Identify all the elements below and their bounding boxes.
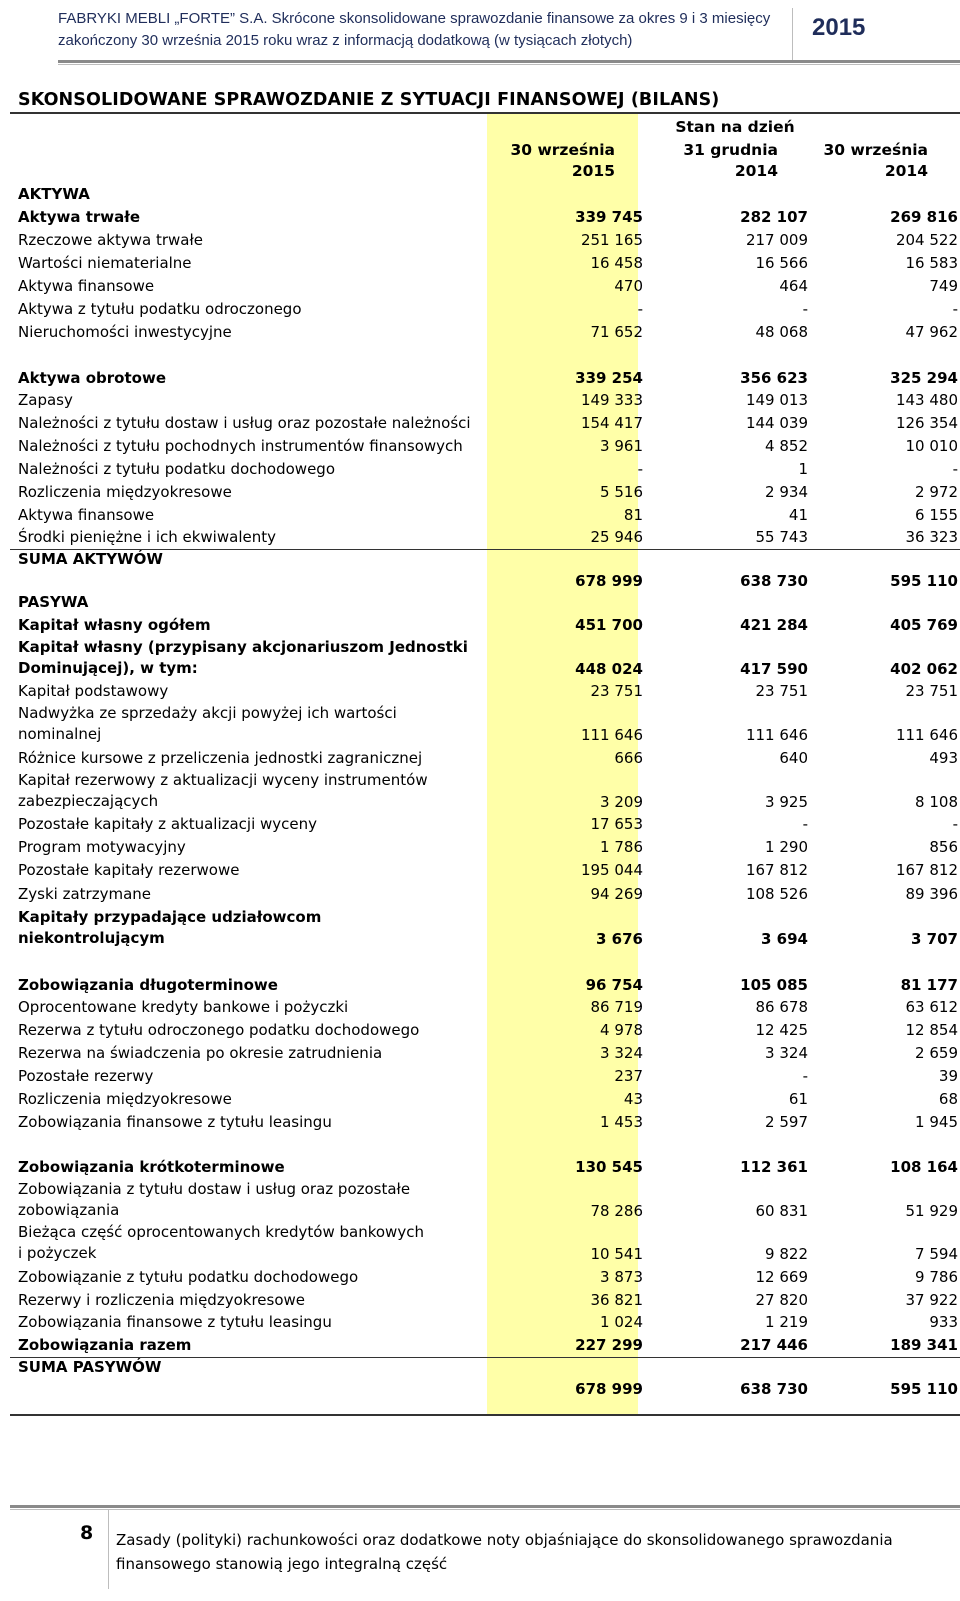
row-value-col1: 3 873 — [600, 1268, 643, 1286]
row-value-col2: 421 284 — [740, 616, 808, 634]
row-value-col3: 402 062 — [890, 660, 958, 678]
column-header-2014-09 — [780, 140, 928, 182]
row-value-col1: 5 516 — [600, 483, 643, 501]
row-value-col2: 1 290 — [765, 838, 808, 856]
row-label: Aktywa obrotowe — [18, 369, 166, 387]
row-value-col1: 78 286 — [590, 1202, 643, 1220]
row-value-col1: 666 — [614, 749, 643, 767]
row-value-col1: 86 719 — [590, 998, 643, 1016]
row-value-col2: 640 — [779, 749, 808, 767]
row-value-col1: 3 324 — [600, 1044, 643, 1062]
row-value-col1: 10 541 — [590, 1245, 643, 1263]
row-value-col2: 167 812 — [745, 861, 808, 879]
row-value-col1: 94 269 — [590, 885, 643, 903]
row-value-col3: 108 164 — [890, 1158, 958, 1176]
row-label: Kapitał podstawowy — [18, 682, 169, 700]
row-value-col3: 10 010 — [905, 437, 958, 455]
row-label: Różnice kursowe z przeliczenia jednostki zagranicznej — [18, 749, 423, 767]
row-value-col3: - — [952, 460, 958, 478]
row-value-col1: 4 978 — [600, 1021, 643, 1039]
row-value-col3: 126 354 — [895, 414, 958, 432]
row-value-col1: 1 786 — [600, 838, 643, 856]
row-label: Zobowiązanie z tytułu podatku dochodowego — [18, 1268, 359, 1286]
row-label: Rozliczenia międzyokresowe — [18, 1090, 232, 1108]
row-label: Aktywa trwałe — [18, 208, 141, 226]
row-value-col2: 356 623 — [740, 369, 808, 387]
row-label: SUMA AKTYWÓW — [18, 550, 163, 568]
row-value-col2: 86 678 — [755, 998, 808, 1016]
row-value-col3: 111 646 — [895, 726, 958, 744]
row-value-col3: 6 155 — [915, 506, 958, 524]
row-value-col3: 9 786 — [915, 1268, 958, 1286]
column-header-year: 2015 — [571, 162, 615, 180]
row-value-col1: 470 — [614, 277, 643, 295]
row-value-col1: 1 024 — [600, 1313, 643, 1331]
row-value-col2: 3 324 — [765, 1044, 808, 1062]
row-label: Pozostałe rezerwy — [18, 1067, 154, 1085]
row-value-col2: 108 526 — [745, 885, 808, 903]
row-value-col3: 2 972 — [915, 483, 958, 501]
row-value-col2: 23 751 — [755, 682, 808, 700]
row-value-col3: 167 812 — [895, 861, 958, 879]
row-label: Program motywacyjny — [18, 838, 186, 856]
row-label: Zobowiązania finansowe z tytułu leasingu — [18, 1313, 332, 1331]
row-value-col2: 4 852 — [765, 437, 808, 455]
row-value-col2: 2 934 — [765, 483, 808, 501]
row-label: Nieruchomości inwestycyjne — [18, 323, 232, 341]
row-label: SUMA PASYWÓW — [18, 1358, 162, 1376]
row-label: Bieżąca część oprocentowanych kredytów bankowych i pożyczek — [18, 1223, 424, 1262]
row-value-col3: 16 583 — [905, 254, 958, 272]
row-value-col1: 678 999 — [575, 572, 643, 590]
row-value-col2: 16 566 — [755, 254, 808, 272]
row-label: Środki pieniężne i ich ekwiwalenty — [18, 528, 276, 546]
header-separator — [792, 8, 793, 60]
row-value-col1: 81 — [623, 506, 643, 524]
row-value-col3: - — [952, 815, 958, 833]
header-rule — [58, 60, 960, 63]
row-value-col2: 464 — [779, 277, 808, 295]
row-value-col3: 269 816 — [890, 208, 958, 226]
row-value-col1: 16 458 — [590, 254, 643, 272]
row-label: Nadwyżka ze sprzedaży akcji powyżej ich wartości nominalnej — [18, 704, 397, 743]
row-label: AKTYWA — [18, 185, 90, 203]
row-value-col2: 217 009 — [745, 231, 808, 249]
row-label: Rezerwa z tytułu odroczonego podatku dochodowego — [18, 1021, 420, 1039]
row-label: Oprocentowane kredyty bankowe i pożyczki — [18, 998, 349, 1016]
row-value-col3: 47 962 — [905, 323, 958, 341]
row-value-col2: - — [802, 1067, 808, 1085]
row-value-col2: 3 694 — [761, 930, 808, 948]
row-value-col2: 149 013 — [745, 391, 808, 409]
header-rule-thin — [58, 64, 960, 65]
row-label: Rezerwa na świadczenia po okresie zatrudnienia — [18, 1044, 383, 1062]
row-value-col3: 23 751 — [905, 682, 958, 700]
row-value-col3: 933 — [929, 1313, 958, 1331]
row-value-col3: 51 929 — [905, 1202, 958, 1220]
statement-title: SKONSOLIDOWANE SPRAWOZDANIE Z SYTUACJI FINANSOWEJ (BILANS) — [18, 90, 720, 110]
row-value-col1: 3 676 — [596, 930, 643, 948]
row-value-col1: 3 209 — [600, 793, 643, 811]
row-value-col1: 227 299 — [575, 1336, 643, 1354]
row-value-col1: 17 653 — [590, 815, 643, 833]
row-value-col3: 81 177 — [900, 976, 958, 994]
row-value-col2: 112 361 — [740, 1158, 808, 1176]
row-value-col1: 71 652 — [590, 323, 643, 341]
row-value-col2: 105 085 — [740, 976, 808, 994]
row-value-col1: 23 751 — [590, 682, 643, 700]
row-value-col2: 60 831 — [755, 1202, 808, 1220]
row-value-col3: 856 — [929, 838, 958, 856]
row-label: Rezerwy i rozliczenia międzyokresowe — [18, 1291, 305, 1309]
row-label: Należności z tytułu pochodnych instrumentów finansowych — [18, 437, 463, 455]
row-value-col3: 189 341 — [890, 1336, 958, 1354]
row-value-col3: 37 922 — [905, 1291, 958, 1309]
row-label: Pozostałe kapitały rezerwowe — [18, 861, 240, 879]
row-value-col3: 204 522 — [895, 231, 958, 249]
row-value-col1: 154 417 — [580, 414, 643, 432]
row-label: Zobowiązania razem — [18, 1336, 192, 1354]
row-value-col2: 1 219 — [765, 1313, 808, 1331]
row-value-col2: 12 425 — [755, 1021, 808, 1039]
row-value-col1: 251 165 — [580, 231, 643, 249]
row-value-col2: 282 107 — [740, 208, 808, 226]
row-value-col2: 217 446 — [740, 1336, 808, 1354]
row-label: Wartości niematerialne — [18, 254, 192, 272]
company-name: FABRYKI MEBLI „FORTE” S.A. — [58, 10, 268, 27]
row-value-col1: 451 700 — [575, 616, 643, 634]
row-label: Zapasy — [18, 391, 73, 409]
row-value-col3: 7 594 — [915, 1245, 958, 1263]
row-value-col3: 39 — [938, 1067, 958, 1085]
row-value-col3: 1 945 — [915, 1113, 958, 1131]
row-value-col1: 149 333 — [580, 391, 643, 409]
row-value-col2: 638 730 — [740, 572, 808, 590]
row-value-col2: - — [802, 815, 808, 833]
total-assets-rule — [10, 549, 960, 550]
row-value-col2: 111 646 — [745, 726, 808, 744]
row-value-col3: 493 — [929, 749, 958, 767]
row-value-col3: 12 854 — [905, 1021, 958, 1039]
row-value-col2: 144 039 — [745, 414, 808, 432]
column-header-date: 31 grudnia — [683, 141, 778, 159]
row-value-col2: 417 590 — [740, 660, 808, 678]
row-value-col2: 48 068 — [755, 323, 808, 341]
row-value-col2: - — [802, 300, 808, 318]
row-value-col1: 1 453 — [600, 1113, 643, 1131]
row-value-col1: - — [637, 460, 643, 478]
row-value-col1: 339 254 — [575, 369, 643, 387]
column-group-header: Stan na dzień — [675, 118, 795, 136]
row-value-col3: 89 396 — [905, 885, 958, 903]
header-year: 2015 — [812, 14, 866, 41]
row-label: Kapitał własny ogółem — [18, 616, 211, 634]
row-value-col1: - — [637, 300, 643, 318]
row-value-col2: 9 822 — [765, 1245, 808, 1263]
row-value-col1: 111 646 — [580, 726, 643, 744]
row-label: Zobowiązania długoterminowe — [18, 976, 278, 994]
row-value-col3: 595 110 — [890, 1380, 958, 1398]
row-label: Aktywa z tytułu podatku odroczonego — [18, 300, 302, 318]
row-value-col2: 2 597 — [765, 1113, 808, 1131]
row-value-col1: 678 999 — [575, 1380, 643, 1398]
document-header — [58, 8, 793, 52]
row-value-col1: 43 — [623, 1090, 643, 1108]
row-value-col1: 130 545 — [575, 1158, 643, 1176]
report-description: Skrócone skonsolidowane sprawozdanie finansowe za okres 9 i 3 miesięcy zakończony 30 września 2015 roku wraz z informacją dodatkową (w tysiącach złotych) — [58, 10, 771, 49]
row-value-col2: 3 925 — [765, 793, 808, 811]
row-value-col3: 325 294 — [890, 369, 958, 387]
row-value-col3: 3 707 — [911, 930, 958, 948]
row-label: Kapitał rezerwowy z aktualizacji wyceny instrumentów zabezpieczających — [18, 771, 428, 810]
row-label: Zyski zatrzymane — [18, 885, 151, 903]
row-label: Aktywa finansowe — [18, 506, 155, 524]
row-value-col3: 68 — [938, 1090, 958, 1108]
column-header-year: 2014 — [734, 162, 778, 180]
row-value-col3: 749 — [929, 277, 958, 295]
row-label: Należności z tytułu dostaw i usług oraz pozostałe należności — [18, 414, 471, 432]
row-value-col1: 237 — [614, 1067, 643, 1085]
row-value-col2: 41 — [788, 506, 808, 524]
footer-separator — [108, 1509, 109, 1589]
row-value-col3: 143 480 — [895, 391, 958, 409]
row-label: Rozliczenia międzyokresowe — [18, 483, 232, 501]
row-label: Zobowiązania z tytułu dostaw i usług oraz pozostałe zobowiązania — [18, 1180, 411, 1219]
row-label: Pozostałe kapitały z aktualizacji wyceny — [18, 815, 318, 833]
row-label: Należności z tytułu podatku dochodowego — [18, 460, 336, 478]
row-label: Kapitał własny (przypisany akcjonariuszom Jednostki Dominującej), w tym: — [18, 638, 468, 677]
column-header-date: 30 września — [823, 141, 928, 159]
row-value-col2: 1 — [798, 460, 808, 478]
row-label: Rzeczowe aktywa trwałe — [18, 231, 203, 249]
row-value-col3: 2 659 — [915, 1044, 958, 1062]
footer-rule-thin — [10, 1509, 960, 1510]
page-number: 8 — [80, 1522, 94, 1544]
row-value-col2: 55 743 — [755, 528, 808, 546]
row-label: Zobowiązania finansowe z tytułu leasingu — [18, 1113, 332, 1131]
row-value-col1: 96 754 — [585, 976, 643, 994]
row-label: Zobowiązania krótkoterminowe — [18, 1158, 285, 1176]
row-value-col1: 36 821 — [590, 1291, 643, 1309]
row-value-col3: 36 323 — [905, 528, 958, 546]
row-value-col1: 448 024 — [575, 660, 643, 678]
title-rule — [10, 112, 960, 114]
table-bottom-rule — [10, 1414, 960, 1416]
row-value-col1: 339 745 — [575, 208, 643, 226]
row-value-col3: - — [952, 300, 958, 318]
row-value-col2: 638 730 — [740, 1380, 808, 1398]
column-header-year: 2014 — [884, 162, 928, 180]
row-label: PASYWA — [18, 593, 89, 611]
row-label: Kapitały przypadające udziałowcom niekontrolującym — [18, 908, 322, 947]
row-value-col3: 8 108 — [915, 793, 958, 811]
row-label: Aktywa finansowe — [18, 277, 155, 295]
footer-note: Zasady (polityki) rachunkowości oraz dodatkowe noty objaśniające do skonsolidowanego sprawozdania finansowego stanowią jego integralną część — [116, 1531, 893, 1573]
column-header-date: 30 września — [510, 141, 615, 159]
row-value-col3: 405 769 — [890, 616, 958, 634]
row-value-col1: 3 961 — [600, 437, 643, 455]
row-value-col2: 27 820 — [755, 1291, 808, 1309]
column-header-2015-09 — [470, 140, 615, 182]
row-value-col3: 595 110 — [890, 572, 958, 590]
row-value-col3: 63 612 — [905, 998, 958, 1016]
total-liabilities-rule — [10, 1357, 960, 1358]
row-value-col1: 195 044 — [580, 861, 643, 879]
row-value-col1: 25 946 — [590, 528, 643, 546]
row-value-col2: 61 — [788, 1090, 808, 1108]
row-value-col2: 12 669 — [755, 1268, 808, 1286]
footer-rule — [10, 1505, 960, 1508]
column-header-2014-12 — [635, 140, 778, 182]
